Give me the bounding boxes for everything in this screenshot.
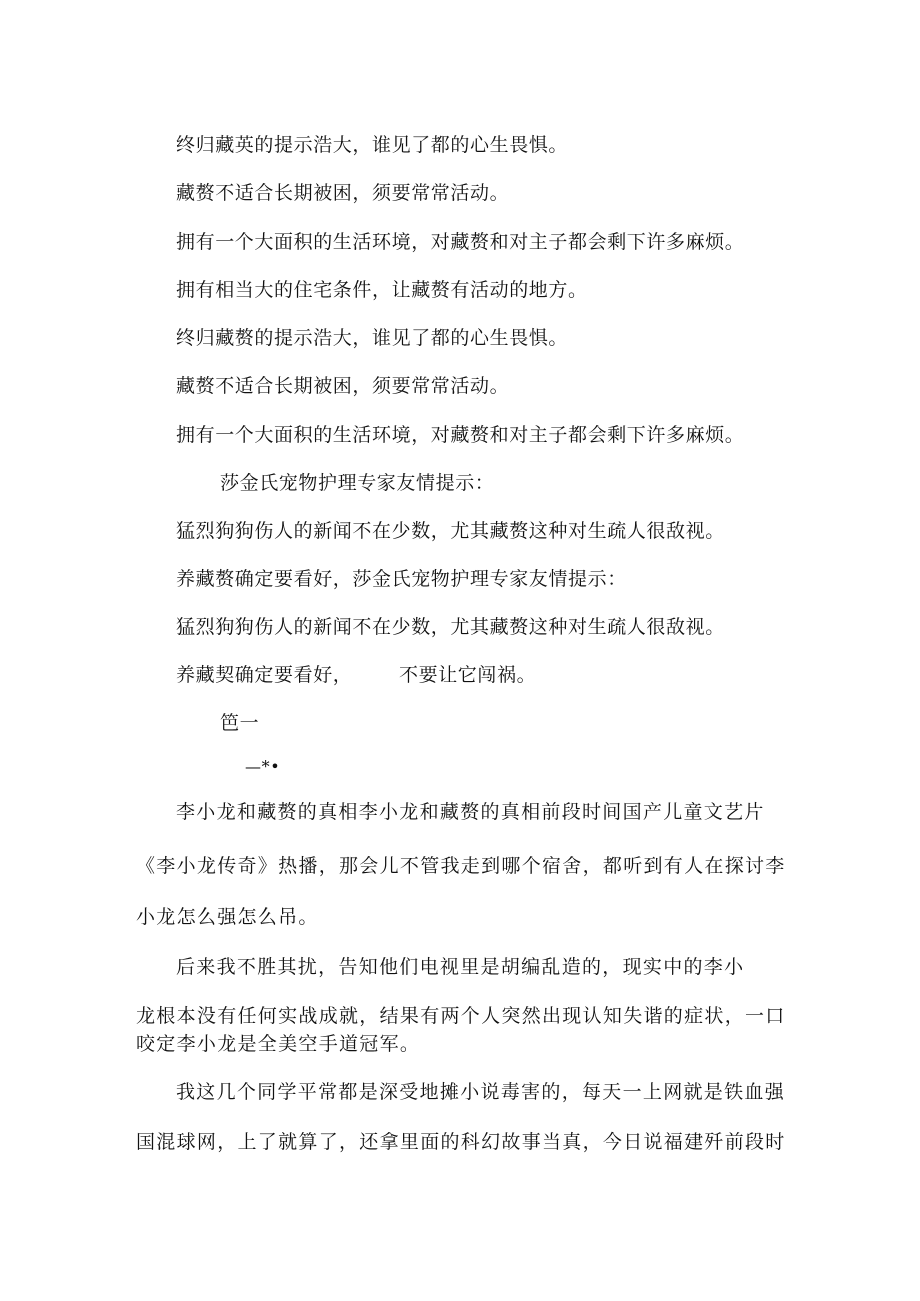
paragraph-line: 李小龙和藏赘的真相李小龙和藏赘的真相前段时间国产儿童文艺片 [176, 801, 765, 823]
paragraph-line: 猛烈狗狗伤人的新闻不在少数，尤其藏赘这种对生疏人很敌视。 [176, 616, 725, 638]
paragraph-line: 拥有相当大的住宅条件，让藏赘有活动的地方。 [176, 279, 588, 301]
paragraph-line: 后来我不胜其扰，告知他们电视里是胡编乱造的，现实中的李小 [176, 956, 745, 978]
section-heading: 莎金氏宠物护理专家友情提示： [220, 472, 495, 494]
paragraph-line: 拥有一个大面积的生活环境，对藏赘和对主子都会剩下许多麻烦。 [176, 231, 745, 253]
paragraph-line: 拥有一个大面积的生活环境，对藏赘和对主子都会剩下许多麻烦。 [176, 424, 745, 446]
paragraph-line: 终归藏英的提示浩大，谁见了都的心生畏惧。 [176, 134, 569, 156]
paragraph-line: 小龙怎么强怎么吊。 [136, 906, 319, 928]
paragraph-line: 国混球网，上了就算了，还拿里面的科幻故事当真，今日说福建歼前段时 [136, 1131, 786, 1153]
paragraph-line: 不要让它闯祸。 [399, 664, 537, 686]
paragraph-line: 养藏赘确定要看好，莎金氏宠物护理专家友情提示： [176, 568, 627, 590]
paragraph-line: 猛烈狗狗伤人的新闻不在少数，尤其藏赘这种对生疏人很敌视。 [176, 520, 725, 542]
paragraph-line: 养藏契确定要看好， [176, 664, 353, 686]
paragraph-line: 我这几个同学平常都是深受地摊小说毒害的，每天一上网就是铁血强 [176, 1081, 786, 1103]
paragraph-line: 藏赘不适合长期被困，须要常常活动。 [176, 375, 510, 397]
paragraph-line: 《李小龙传奇》热播，那会儿不管我走到哪个宿舍，都听到有人在探讨李 [136, 855, 786, 877]
heading-fragment: 笆一 [220, 712, 260, 734]
paragraph-line: 终归藏赘的提示浩大，谁见了都的心生畏惧。 [176, 327, 569, 349]
paragraph-line: 藏赘不适合长期被困，须要常常活动。 [176, 182, 510, 204]
paragraph-line: 咬定李小龙是全美空手道冠军。 [136, 1033, 421, 1055]
separator-mark: —*• [245, 757, 281, 776]
paragraph-line: 龙根本没有任何实战成就，结果有两个人突然出现认知失谐的症状，一口 [136, 1005, 786, 1027]
